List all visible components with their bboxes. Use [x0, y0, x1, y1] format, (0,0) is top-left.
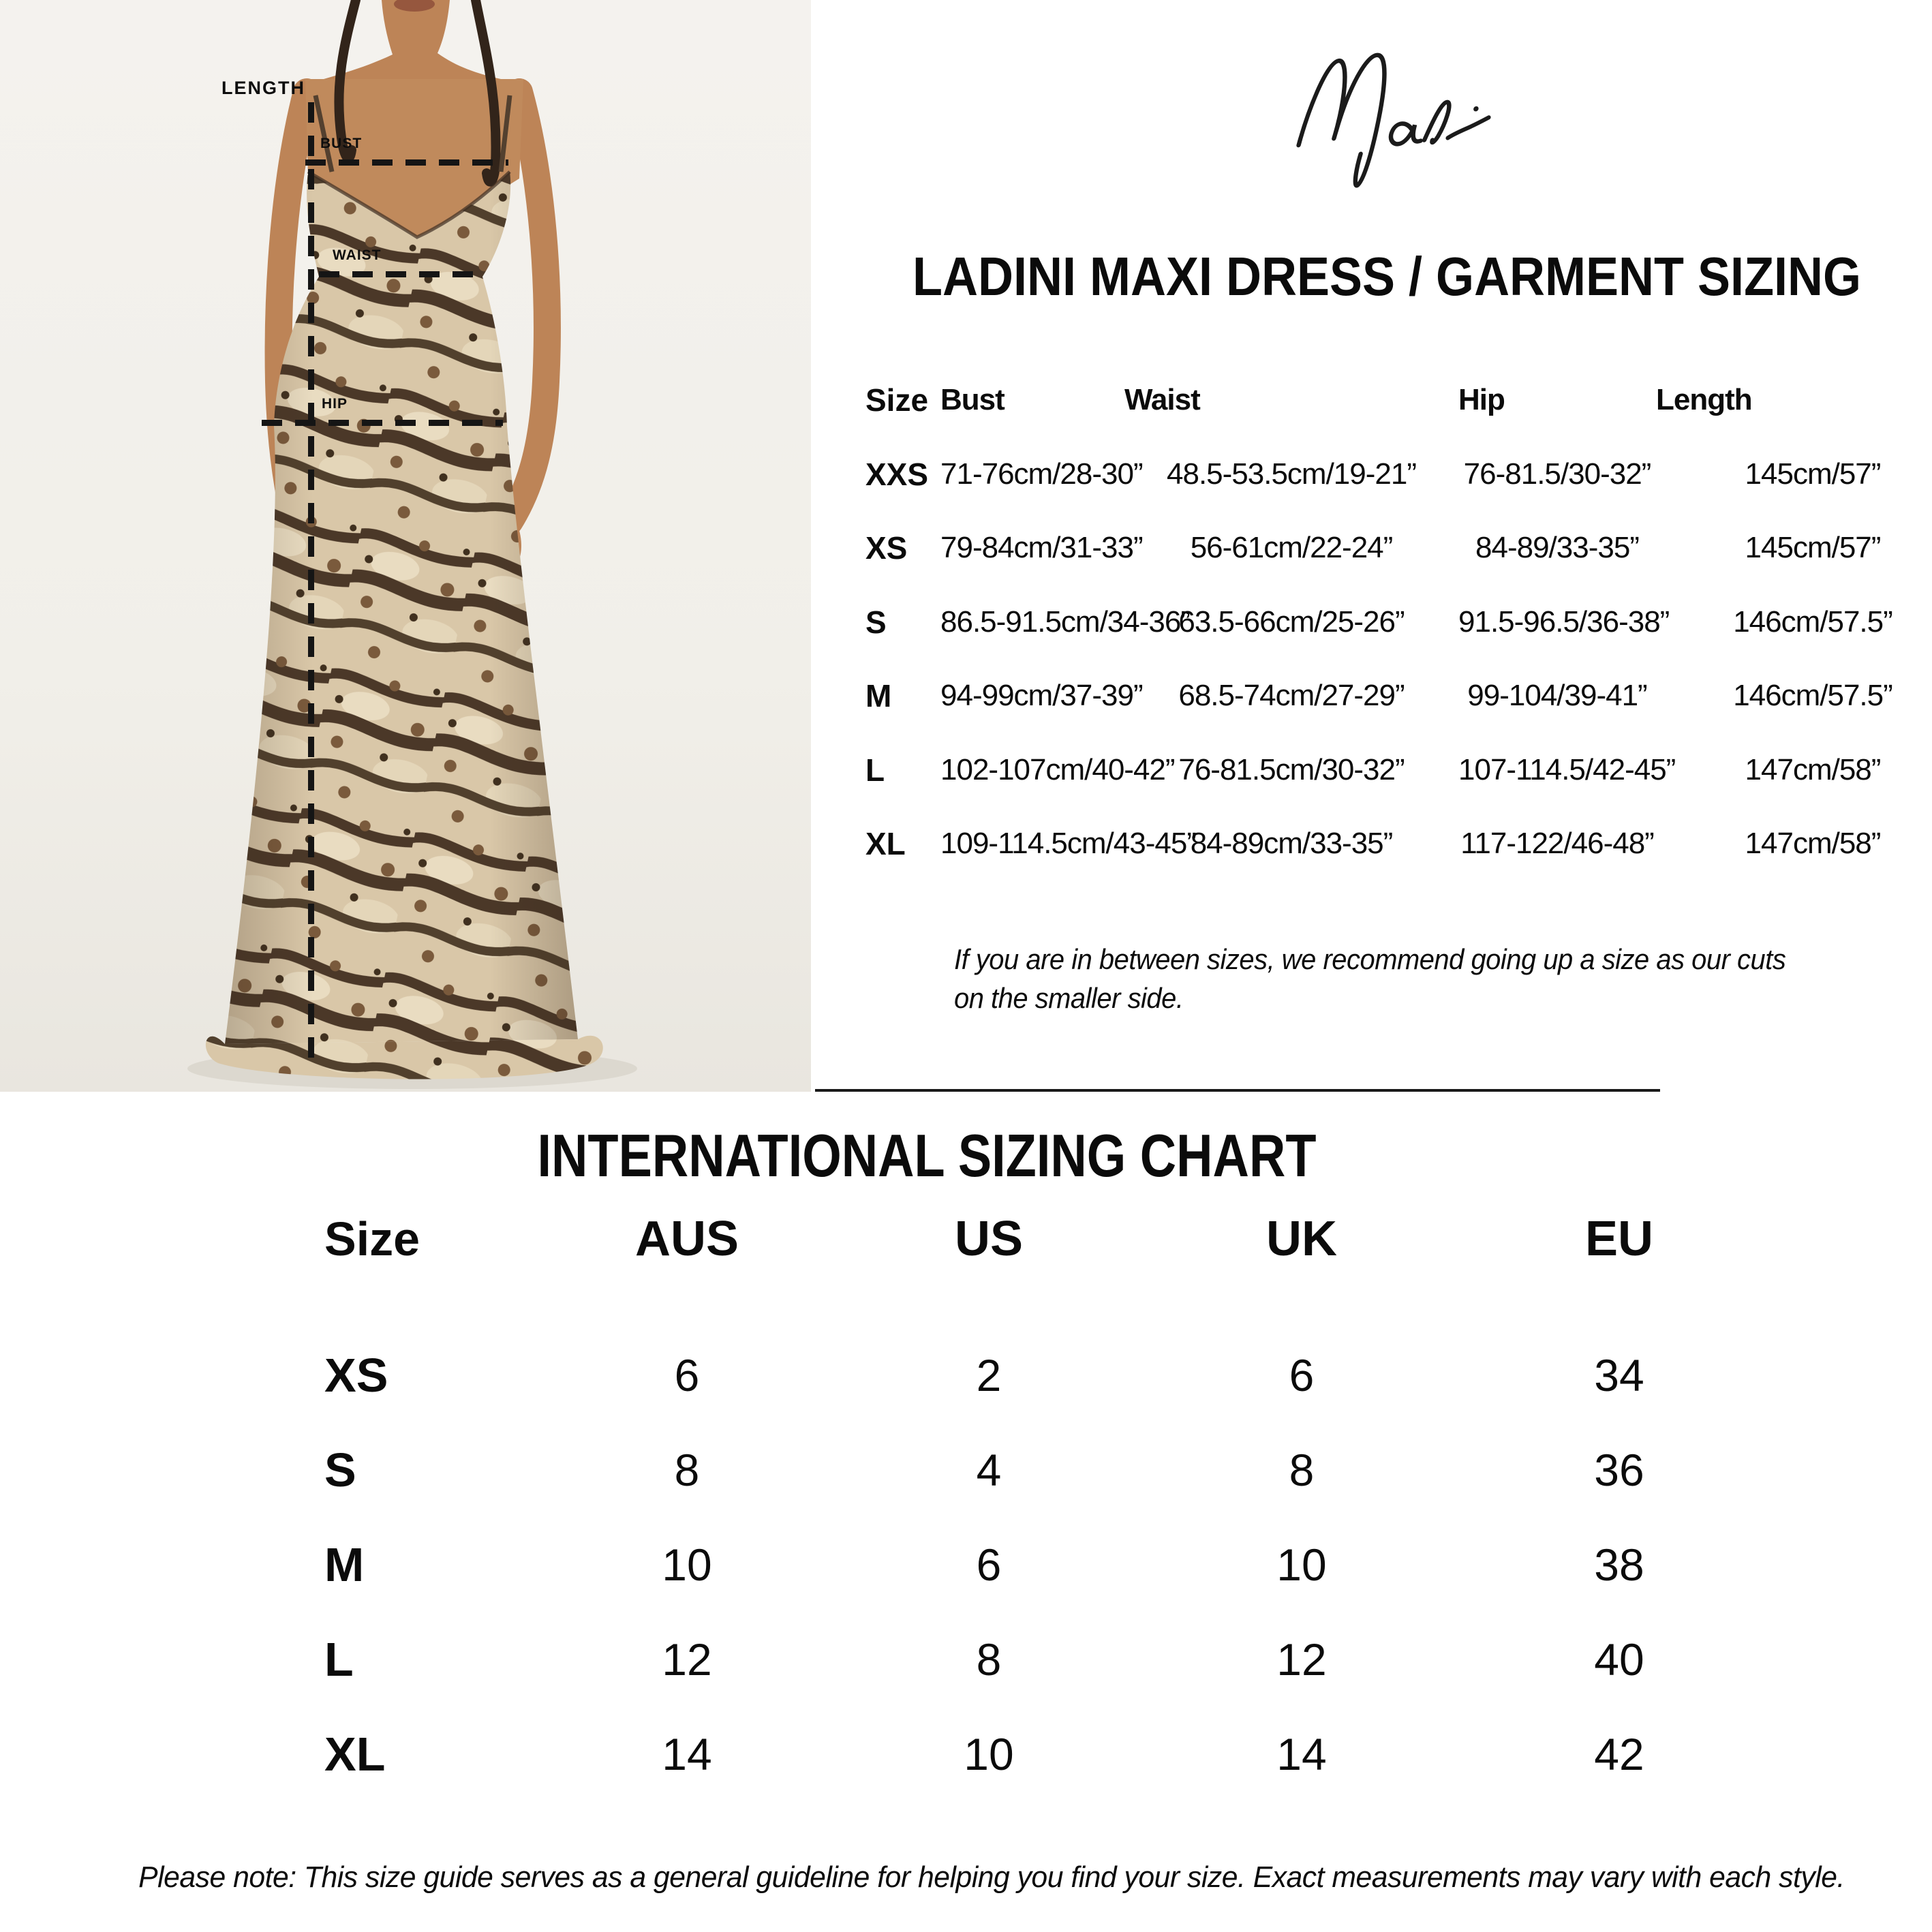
garment-row-bust: 102-107cm/40-42” [940, 752, 1175, 786]
garment-row-length: 145cm/57” [1745, 457, 1881, 491]
intl-row-uk: 14 [1276, 1728, 1327, 1779]
hip-label: HIP [322, 396, 348, 412]
garment-row-size: XS [865, 530, 908, 566]
garment-header-waist: Waist [1124, 383, 1200, 417]
intl-row-us: 4 [976, 1444, 1002, 1495]
intl-row-size: L [324, 1632, 354, 1686]
garment-row-bust: 94-99cm/37-39” [940, 679, 1143, 713]
intl-row-size: XS [324, 1348, 388, 1402]
model-photo [0, 0, 811, 1092]
international-chart-title: INTERNATIONAL SIZING CHART [537, 1122, 1317, 1189]
garment-row-length: 146cm/57.5” [1733, 604, 1892, 639]
garment-row-waist: 84-89cm/33-35” [1190, 827, 1393, 861]
waist-measure-line [319, 271, 476, 277]
intl-header-uk: UK [1266, 1212, 1337, 1266]
hip-measure-line [262, 420, 503, 426]
garment-row-bust: 71-76cm/28-30” [940, 457, 1143, 491]
garment-row-size: XL [865, 826, 906, 862]
intl-row-eu: 36 [1594, 1444, 1644, 1495]
garment-row-length: 145cm/57” [1745, 531, 1881, 565]
length-label: LENGTH [221, 78, 305, 98]
garment-row-bust: 109-114.5cm/43-45” [940, 827, 1196, 861]
brand-signature-icon [1288, 37, 1506, 198]
footer-disclaimer: Please note: This size guide serves as a general guideline for helping you find your size. Exact measurements may vary with each style. [138, 1860, 1845, 1894]
garment-row-size: S [865, 604, 887, 640]
intl-header-aus: AUS [634, 1212, 739, 1266]
intl-row-aus: 8 [674, 1444, 700, 1495]
garment-row-bust: 79-84cm/31-33” [940, 531, 1143, 565]
international-table [324, 1328, 1824, 1801]
intl-row-aus: 14 [662, 1728, 712, 1779]
garment-row-size: L [865, 752, 885, 788]
intl-row-uk: 6 [1289, 1349, 1315, 1400]
intl-row-eu: 38 [1594, 1539, 1644, 1590]
garment-row-size: XXS [865, 456, 929, 492]
intl-row-size: XL [324, 1727, 386, 1781]
intl-row-eu: 42 [1594, 1728, 1644, 1779]
garment-row-bust: 86.5-91.5cm/34-36” [940, 604, 1190, 639]
garment-row-hip: 91.5-96.5/36-38” [1458, 604, 1670, 639]
garment-row-waist: 56-61cm/22-24” [1190, 531, 1393, 565]
intl-row-aus: 10 [662, 1539, 712, 1590]
garment-header-length: Length [1656, 383, 1752, 417]
international-table-header [324, 1201, 1824, 1277]
garment-row-hip: 76-81.5/30-32” [1463, 457, 1651, 491]
garment-sizing-title: LADINI MAXI DRESS / GARMENT SIZING [913, 246, 1862, 307]
garment-sizing-table [852, 363, 1932, 881]
intl-row-eu: 34 [1594, 1349, 1644, 1400]
intl-row-us: 6 [976, 1539, 1002, 1590]
sizing-recommendation-note: If you are in between sizes, we recommend going up a size as our cuts on the smaller side. [954, 943, 1786, 1014]
bust-measure-line [305, 159, 508, 166]
garment-row-length: 147cm/58” [1745, 752, 1881, 786]
garment-header-size: Size [865, 382, 929, 418]
waist-label: WAIST [333, 247, 382, 263]
garment-row-waist: 68.5-74cm/27-29” [1178, 679, 1405, 713]
intl-row-eu: 40 [1594, 1634, 1644, 1685]
garment-row-hip: 99-104/39-41” [1467, 679, 1647, 713]
intl-row-size: S [324, 1443, 356, 1497]
garment-row-length: 146cm/57.5” [1733, 679, 1892, 713]
intl-header-eu: EU [1584, 1212, 1654, 1266]
garment-row-waist: 76-81.5cm/30-32” [1178, 752, 1405, 786]
intl-row-uk: 12 [1276, 1634, 1327, 1685]
garment-row-length: 147cm/58” [1745, 827, 1881, 861]
intl-header-us: US [954, 1212, 1024, 1266]
garment-row-hip: 107-114.5/42-45” [1458, 752, 1676, 786]
intl-row-aus: 6 [674, 1349, 700, 1400]
intl-row-aus: 12 [662, 1634, 712, 1685]
section-divider [815, 1089, 1660, 1092]
intl-row-us: 2 [976, 1349, 1002, 1400]
garment-row-waist: 63.5-66cm/25-26” [1178, 604, 1405, 639]
intl-header-size: Size [324, 1212, 420, 1266]
bust-label: BUST [320, 136, 363, 151]
garment-row-waist: 48.5-53.5cm/19-21” [1167, 457, 1416, 491]
garment-row-hip: 117-122/46-48” [1460, 827, 1654, 861]
intl-row-us: 8 [976, 1634, 1002, 1685]
intl-row-size: M [324, 1537, 365, 1591]
intl-row-uk: 8 [1289, 1444, 1315, 1495]
garment-row-size: M [865, 678, 892, 714]
garment-row-hip: 84-89/33-35” [1475, 531, 1639, 565]
garment-header-hip: Hip [1458, 383, 1505, 417]
garment-header-bust: Bust [940, 383, 1005, 417]
length-measure-line [308, 102, 314, 1058]
brand-logo [1288, 37, 1506, 198]
intl-row-uk: 10 [1276, 1539, 1327, 1590]
intl-row-us: 10 [964, 1728, 1014, 1779]
